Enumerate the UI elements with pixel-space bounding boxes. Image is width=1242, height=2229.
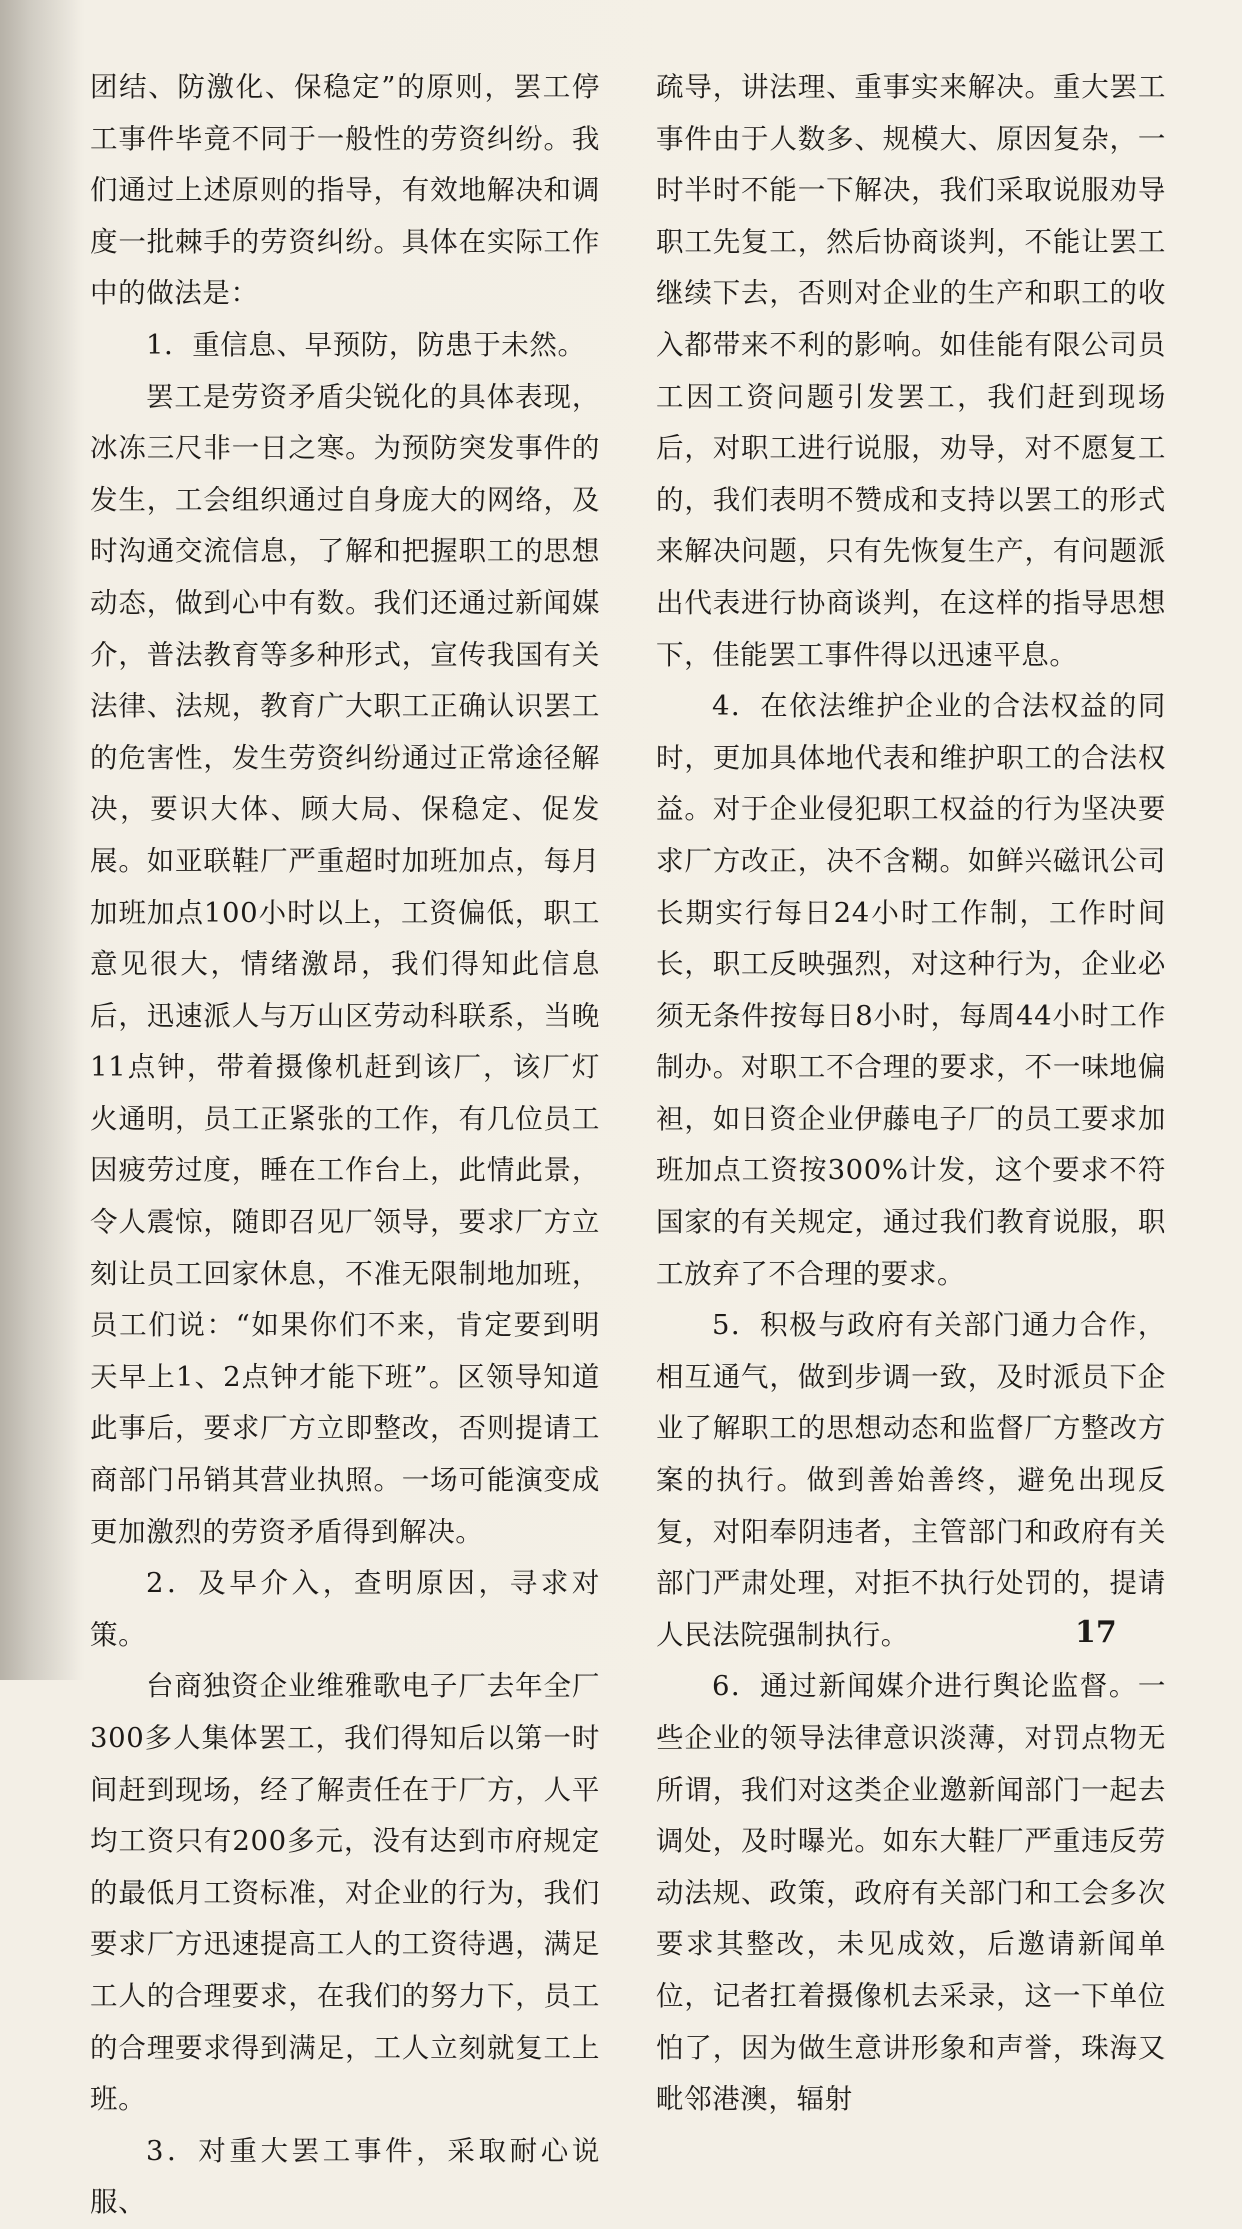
paragraph: 6．通过新闻媒介进行舆论监督。一些企业的领导法律意识淡薄，对罚点物无所谓，我们对这类企业邀新闻部门一起去调处，及时曝光。如东大鞋厂严重违反劳动法规、政策，政府有关部门和工会多次要求其整改，未见成效，后邀请新闻单位，记者扛着摄像机去采录，这一下单位怕了，因为做生意讲形象和声誉，珠海又毗邻港澳，辐射 xyxy=(656,1670,1166,2116)
section-heading: 3．对重大罢工事件，采取耐心说服、 xyxy=(90,2134,600,2219)
section-heading: 1．重信息、早预防，防患于未然。 xyxy=(146,328,586,361)
paragraph: 4．在依法维护企业的合法权益的同时，更加具体地代表和维护职工的合法权益。对于企业侵犯职工权益的行为坚决要求厂方改正，决不含糊。如鲜兴磁讯公司长期实行每日24小时工作制，工作时间长，职工反映强烈，对这种行为，企业必须无条件按每日8小时，每周44小时工作制办。对职工不合理的要求，不一味地偏袒，如日资企业伊藤电子厂的员工要求加班加点工资按300%计发，这个要求不符国家的有关规定，通过我们教育说服，职工放弃了不合理的要求。 xyxy=(656,690,1166,1290)
paragraph: 台商独资企业维雅歌电子厂去年全厂300多人集体罢工，我们得知后以第一时间赶到现场，经了解责任在于厂方，人平均工资只有200多元，没有达到市府规定的最低月工资标准，对企业的行为，我们要求厂方迅速提高工人的工资待遇，满足工人的合理要求，在我们的努力下，员工的合理要求得到满足，工人立刻就复工上班。 xyxy=(90,1670,600,2116)
paragraph: 罢工是劳资矛盾尖锐化的具体表现，冰冻三尺非一日之寒。为预防突发事件的发生，工会组织通过自身庞大的网络，及时沟通交流信息，了解和把握职工的思想动态，做到心中有数。我们还通过新闻媒介，普法教育等多种形式，宣传我国有关法律、法规，教育广大职工正确认识罢工的危害性，发生劳资纠纷通过正常途径解决，要识大体、顾大局、保稳定、促发展。如亚联鞋厂严重超时加班加点，每月加班加点100小时以上，工资偏低，职工意见很大，情绪激昂，我们得知此信息后，迅速派人与万山区劳动科联系，当晚11点钟，带着摄像机赶到该厂，该厂灯火通明，员工正紧张的工作，有几位员工因疲劳过度，睡在工作台上，此情此景，令人震惊，随即召见厂领导，要求厂方立刻让员工回家休息，不准无限制地加班，员工们说：“如果你们不来，肯定要到明天早上1、2点钟才能下班”。区领导知道此事后，要求厂方立即整改，否则提请工商部门吊销其营业执照。一场可能演变成更加激烈的劳资矛盾得到解决。 xyxy=(90,380,600,1548)
left-text-column xyxy=(90,62,600,2229)
paragraph: 疏导，讲法理、重事实来解决。重大罢工事件由于人数多、规模大、原因复杂，一时半时不能一下解决，我们采取说服劝导职工先复工，然后协商谈判，不能让罢工继续下去，否则对企业的生产和职工的收入都带来不利的影响。如佳能有限公司员工因工资问题引发罢工，我们赶到现场后，对职工进行说服，劝导，对不愿复工的，我们表明不赞成和支持以罢工的形式来解决问题，只有先恢复生产，有问题派出代表进行协商谈判，在这样的指导思想下，佳能罢工事件得以迅速平息。 xyxy=(656,71,1166,671)
binding-shadow xyxy=(0,0,85,1680)
right-text-column xyxy=(656,62,1166,2126)
paragraph: 5．积极与政府有关部门通力合作，相互通气，做到步调一致，及时派员下企业了解职工的思想动态和监督厂方整改方案的执行。做到善始善终，避免出现反复，对阳奉阴违者，主管部门和政府有关部门严肃处理，对拒不执行处罚的，提请人民法院强制执行。 xyxy=(656,1309,1166,1651)
page-number: 17 xyxy=(1075,1615,1117,1650)
section-heading: 2．及早介入，查明原因，寻求对策。 xyxy=(90,1567,600,1651)
paragraph: 团结、防激化、保稳定”的原则，罢工停工事件毕竟不同于一般性的劳资纠纷。我们通过上述原则的指导，有效地解决和调度一批棘手的劳资纠纷。具体在实际工作中的做法是： xyxy=(90,71,600,310)
